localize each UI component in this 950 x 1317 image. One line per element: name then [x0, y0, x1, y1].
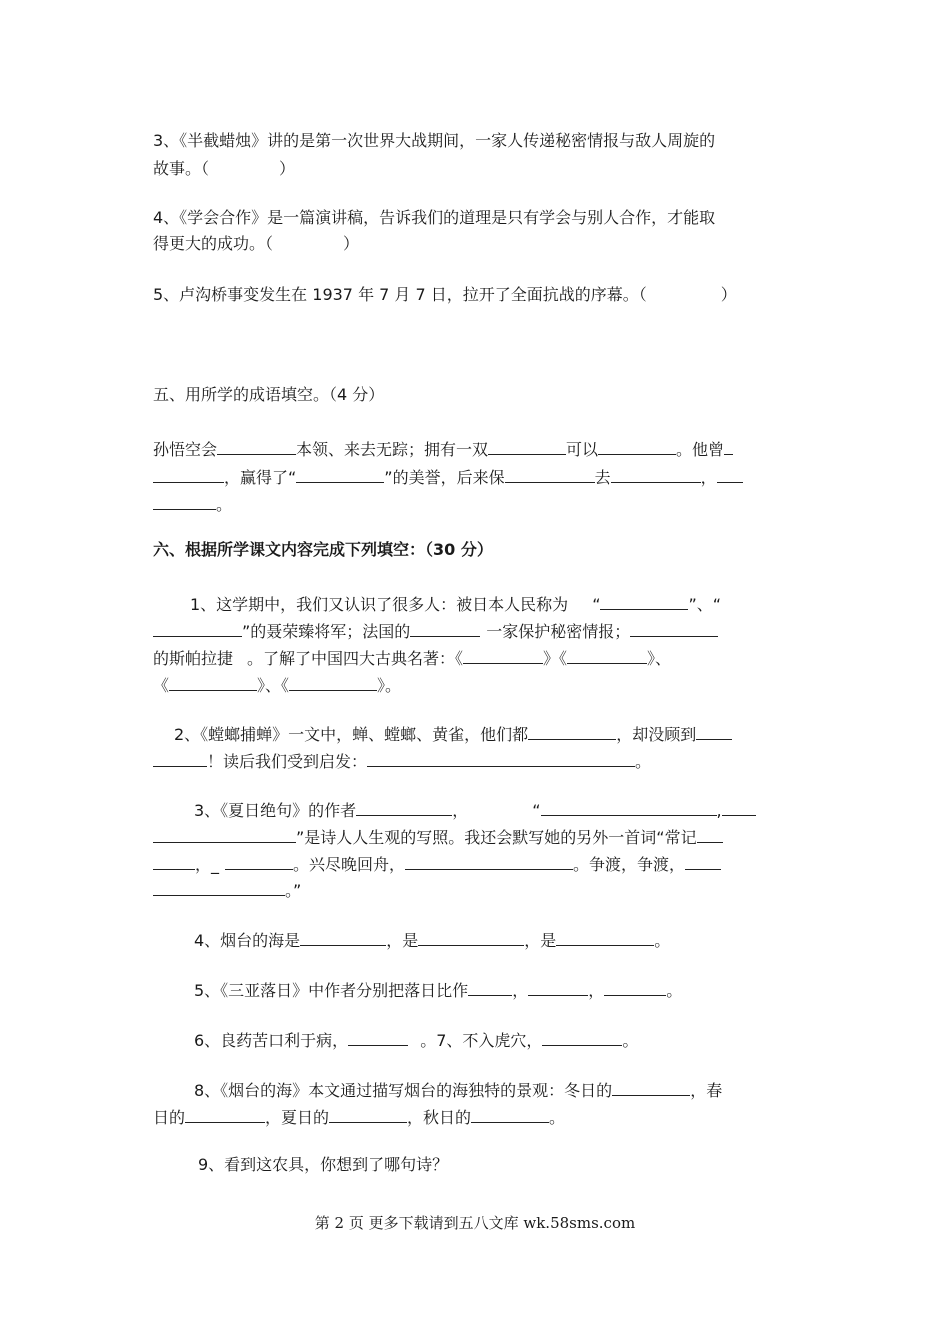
p3-text-e: ”是诗人人生观的写照。我还会默写她的另外一首词“常记	[296, 828, 697, 847]
p1-blank-4[interactable]	[630, 619, 718, 637]
p4-text-d: 。	[654, 931, 671, 950]
s5-text-g: 去	[594, 468, 611, 487]
s5-text-h: ，	[700, 468, 717, 487]
s5-text-e: ，赢得了“	[224, 468, 297, 487]
p2-blank-1[interactable]	[528, 722, 616, 740]
item-1-line-1	[190, 592, 721, 615]
p4-text-a: 4、烟台的海是	[194, 931, 301, 950]
p5-text-c: ，	[588, 981, 605, 1000]
p3-text-c: “	[532, 801, 541, 820]
p3-text-i: 。争渡，争渡，	[573, 855, 686, 874]
item-8-line-2	[153, 1105, 565, 1128]
p1-text-j: 《	[153, 676, 170, 695]
item-1-line-4	[153, 673, 401, 696]
p1-text-e: 一家保护秘密情报；	[486, 622, 631, 641]
p8-blank-3[interactable]	[329, 1105, 407, 1123]
p1-text-d: ”的聂荣臻将军；法国的	[242, 622, 411, 641]
p6-text-b: 。7、不入虎穴，	[420, 1031, 543, 1050]
q4-text-end: 得更大的成功。（	[153, 234, 274, 253]
section-5-title: 五、用所学的成语填空。（4 分）	[153, 385, 385, 404]
p3-blank-7a[interactable]	[685, 852, 721, 870]
item-2-line-2	[153, 749, 651, 772]
p1-blank-2[interactable]	[153, 619, 242, 637]
s5-text-end: 。	[216, 495, 233, 514]
p3-blank-5[interactable]	[225, 852, 293, 870]
p6-text-a: 6、良药苦口利于病，	[194, 1031, 349, 1050]
p3-text-f: ，	[195, 855, 212, 874]
p2-blank-2b[interactable]	[153, 749, 207, 767]
page-footer: 第 2 页 更多下载请到五八文库 wk.58sms.com	[314, 1214, 636, 1232]
p4-text-c: ，是	[524, 931, 557, 950]
p1-blank-6[interactable]	[567, 646, 647, 664]
s5-blank-2[interactable]	[488, 437, 566, 455]
p5-text-b: ，	[512, 981, 529, 1000]
s5-text-b: 本领、来去无踪；拥有一双	[296, 440, 489, 459]
q5-text	[153, 285, 737, 305]
p3-blank-4a[interactable]	[697, 825, 723, 843]
p4-blank-3[interactable]	[556, 928, 654, 946]
p8-text-f: 。	[549, 1108, 566, 1127]
p1-blank-1[interactable]	[600, 592, 688, 610]
p3-text-g: _	[211, 855, 220, 874]
section-5-line-1	[153, 437, 733, 460]
p3-blank-4b[interactable]	[153, 852, 195, 870]
q5-text-body: 5、卢沟桥事变发生在 1937 年 7 月 7 日，拉开了全面抗战的序幕。（	[153, 285, 647, 304]
p1-text-h: 》《	[543, 649, 568, 668]
p1-blank-3[interactable]	[410, 619, 480, 637]
p4-text-b: ，是	[386, 931, 419, 950]
item-1-line-3	[153, 646, 671, 669]
p6-text-c: 。	[622, 1031, 639, 1050]
item-3-line-2	[153, 825, 723, 848]
s5-blank-3[interactable]	[598, 437, 676, 455]
s5-blank-6[interactable]	[505, 465, 595, 483]
p3-text-d: ,	[716, 801, 722, 820]
s5-blank-8a[interactable]	[717, 465, 743, 483]
p3-blank-2[interactable]	[541, 798, 717, 816]
s5-blank-4a[interactable]	[724, 437, 733, 455]
p1-text-a: 1、这学期中，我们又认识了很多人：被日本人民称为	[190, 595, 569, 614]
p2-text-d: 。	[635, 752, 652, 771]
q4-text-cont	[153, 234, 359, 254]
s5-text-d: 。他曾	[676, 440, 725, 459]
s5-text-a: 孙悟空会	[153, 440, 218, 459]
item-1-line-2	[153, 619, 718, 642]
item-3-line-3	[153, 852, 721, 875]
p1-blank-8[interactable]	[289, 673, 377, 691]
p1-text-k: 》、《	[257, 676, 290, 695]
s5-text-f: ”的美誉，后来保	[384, 468, 505, 487]
s5-blank-7[interactable]	[611, 465, 701, 483]
p8-text-d: ，夏日的	[265, 1108, 330, 1127]
p1-blank-5[interactable]	[463, 646, 543, 664]
p2-text-c: ！读后我们受到启发：	[207, 752, 368, 771]
item-8-line-1	[194, 1078, 722, 1101]
p7-blank-1[interactable]	[542, 1028, 622, 1046]
item-5	[194, 978, 682, 1001]
item-4	[194, 928, 670, 951]
p3-blank-3b[interactable]	[153, 825, 296, 843]
p1-text-c: ”、“	[688, 595, 722, 614]
p2-blank-2a[interactable]	[696, 722, 732, 740]
p1-text-l: 》。	[377, 676, 402, 695]
item-2-line-1	[174, 722, 732, 745]
p1-text-g: 。了解了中国四大古典名著：《	[247, 649, 464, 668]
q3-text-end: 故事。（	[153, 159, 210, 178]
p8-text-c: 日的	[153, 1108, 186, 1127]
section-5-line-3	[153, 492, 232, 515]
section-5-line-2	[153, 465, 743, 488]
p8-text-b: ，春	[690, 1081, 723, 1100]
item-6-7	[194, 1028, 638, 1051]
item-9: 9、看到这农具，你想到了哪句诗？	[198, 1155, 449, 1174]
p6-blank-1[interactable]	[348, 1028, 408, 1046]
p3-text-j: 。”	[285, 881, 302, 900]
q3-text: 3、《半截蜡烛》讲的是第一次世界大战期间，一家人传递秘密情报与敌人周旋的	[153, 131, 716, 150]
q4-paren-close: ）	[343, 234, 360, 253]
p2-blank-3[interactable]	[367, 749, 635, 767]
s5-blank-4b[interactable]	[153, 465, 224, 483]
item-3-line-4	[153, 878, 301, 901]
p3-text-b: ，	[452, 801, 469, 820]
q3-paren-close: ）	[279, 159, 296, 178]
section-6-title: 六、根据所学课文内容完成下列填空：（30 分）	[153, 540, 493, 559]
p1-text-b: “	[592, 595, 601, 614]
p2-text-a: 2、《螳螂捕蝉》一文中，蝉、螳螂、黄雀，他们都	[174, 725, 529, 744]
p3-blank-7b[interactable]	[153, 878, 285, 896]
p2-text-b: ，却没顾到	[616, 725, 697, 744]
p1-text-i: 》、	[647, 649, 672, 668]
q3-text-cont	[153, 159, 295, 179]
s5-blank-5[interactable]	[296, 465, 384, 483]
item-3-line-1	[194, 798, 756, 821]
p8-blank-2[interactable]	[185, 1105, 265, 1123]
p5-text-d: 。	[666, 981, 683, 1000]
p5-text-a: 5、《三亚落日》中作者分别把落日比作	[194, 981, 469, 1000]
p4-blank-1[interactable]	[300, 928, 386, 946]
s5-blank-8b[interactable]	[153, 492, 216, 510]
p3-blank-6[interactable]	[405, 852, 573, 870]
p5-blank-2[interactable]	[528, 978, 588, 996]
p8-text-a: 8、《烟台的海》本文通过描写烟台的海独特的景观：冬日的	[194, 1081, 613, 1100]
p1-blank-7[interactable]	[169, 673, 257, 691]
q5-paren-close: ）	[720, 285, 737, 304]
p3-text-a: 3、《夏日绝句》的作者	[194, 801, 357, 820]
p8-blank-1[interactable]	[612, 1078, 690, 1096]
p3-blank-1[interactable]	[356, 798, 452, 816]
p3-blank-3a[interactable]	[722, 798, 756, 816]
p8-blank-4[interactable]	[471, 1105, 549, 1123]
p5-blank-1[interactable]	[468, 978, 512, 996]
s5-blank-1[interactable]	[217, 437, 296, 455]
p3-text-h: 。兴尽晚回舟，	[293, 855, 406, 874]
s5-text-c: 可以	[566, 440, 599, 459]
p5-blank-3[interactable]	[604, 978, 666, 996]
p1-text-f: 的斯帕拉捷	[153, 649, 234, 668]
p8-text-e: ，秋日的	[407, 1108, 472, 1127]
q4-text: 4、《学会合作》是一篇演讲稿，告诉我们的道理是只有学会与别人合作，才能取	[153, 208, 716, 227]
p4-blank-2[interactable]	[418, 928, 524, 946]
